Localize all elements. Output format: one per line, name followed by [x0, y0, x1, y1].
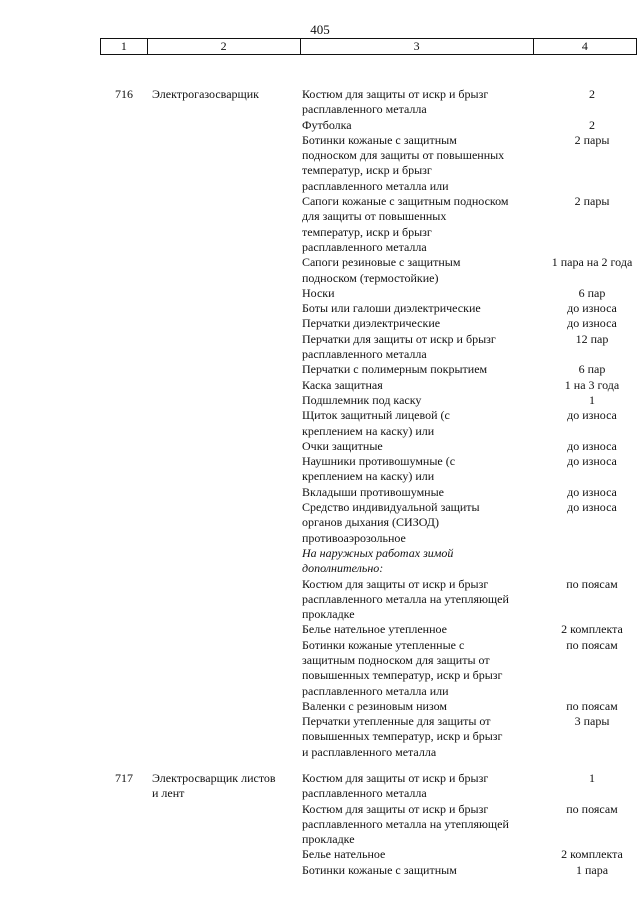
- entry-items-list: [302, 87, 640, 760]
- item-norm: 2 пары: [574, 132, 610, 147]
- list-item: [302, 301, 640, 316]
- item-name: Костюм для защиты от искр и брызг расплавленного металла на утепляющей прокладке: [302, 801, 509, 847]
- list-item: [302, 622, 640, 637]
- list-item: [302, 500, 640, 546]
- item-name: Щиток защитный лицевой (с креплением на каску) или: [302, 408, 450, 438]
- list-item: [302, 286, 640, 301]
- list-item: [302, 699, 640, 714]
- list-item: [302, 332, 640, 363]
- list-item: [302, 439, 640, 454]
- column-header-2: 2: [147, 39, 300, 54]
- item-name: Сапоги кожаные с защитным подноском для защиты от повышенных температур, искр и брызг расплавленного металла: [302, 194, 509, 254]
- list-item: [302, 133, 640, 194]
- list-item: [302, 638, 640, 699]
- item-norm: по поясам: [566, 637, 618, 652]
- item-norm: 3 пары: [574, 714, 610, 729]
- list-item: [302, 847, 640, 862]
- list-item: [302, 393, 640, 408]
- item-norm: до износа: [567, 500, 617, 515]
- item-name: Сапоги резиновые с защитным подноском (термостойкие): [302, 255, 461, 285]
- item-name: Очки защитные: [302, 438, 383, 453]
- entry-number: 716: [115, 87, 133, 101]
- item-name: Наушники противошумные (с креплением на каску) или: [302, 454, 456, 484]
- item-norm: до износа: [567, 454, 617, 469]
- list-item: [302, 485, 640, 500]
- item-name: Каска защитная: [302, 377, 383, 392]
- item-norm: 2 комплекта: [561, 622, 623, 637]
- item-norm: до износа: [567, 301, 617, 316]
- column-header-3: 3: [300, 39, 533, 54]
- item-norm: 2: [589, 87, 595, 101]
- item-norm: 12 пар: [575, 331, 609, 346]
- list-item: [302, 454, 640, 485]
- item-norm: 2 комплекта: [561, 847, 623, 862]
- section-note: На наружных работах зимой дополнительно:: [302, 545, 454, 576]
- item-norm: 1: [589, 392, 595, 407]
- list-item: [302, 546, 640, 577]
- item-name: Ботинки кожаные с защитным: [302, 862, 457, 877]
- item-name: Перчатки с полимерным покрытием: [302, 362, 488, 377]
- list-item: [302, 255, 640, 286]
- item-name: Перчатки диэлектрические: [302, 316, 441, 331]
- item-norm: по поясам: [566, 576, 618, 591]
- item-norm: 6 пар: [578, 285, 606, 300]
- item-norm: 1 на 3 года: [564, 377, 620, 392]
- item-norm: по поясам: [566, 698, 618, 713]
- item-name: Вкладыши противошумные: [302, 484, 444, 499]
- list-item: [302, 802, 640, 848]
- item-name: Подшлемник под каску: [302, 392, 422, 407]
- item-norm: 6 пар: [578, 362, 606, 377]
- item-norm: до износа: [567, 484, 617, 499]
- list-item: [302, 87, 640, 118]
- list-item: [302, 316, 640, 331]
- item-name: Костюм для защиты от искр и брызг расплавленного металла на утепляющей прокладке: [302, 576, 509, 622]
- column-header-4: 4: [533, 39, 637, 54]
- column-header-row: [100, 38, 637, 55]
- item-name: Средство индивидуальной защиты органов дыхания (СИЗОД) противоаэрозольное: [302, 500, 480, 545]
- item-name: Перчатки утепленные для защиты от повышенных температур, искр и брызг и расплавленного металла: [302, 714, 503, 759]
- list-item: [302, 118, 640, 133]
- item-norm: 1 пара: [575, 862, 609, 877]
- item-name: Валенки с резиновым низом: [302, 698, 448, 713]
- item-name: Костюм для защиты от искр и брызг расплавленного металла: [302, 87, 489, 117]
- column-header-1: 1: [100, 39, 147, 54]
- item-norm: 2: [589, 117, 595, 132]
- item-norm: по поясам: [566, 801, 618, 816]
- list-item: [302, 863, 640, 878]
- list-item: [302, 771, 640, 802]
- item-name: Костюм для защиты от искр и брызг расплавленного металла: [302, 771, 489, 801]
- item-norm: 1 пара на 2 года: [551, 255, 633, 270]
- item-name: Носки: [302, 285, 335, 300]
- item-norm: до износа: [567, 408, 617, 423]
- item-name: Белье нательное: [302, 847, 386, 862]
- item-norm: 2 пары: [574, 194, 610, 209]
- page-number: 405: [310, 22, 330, 37]
- item-norm: 1: [589, 771, 595, 785]
- list-item: [302, 714, 640, 760]
- item-norm: до износа: [567, 316, 617, 331]
- item-name: Ботинки кожаные с защитным подноском для защиты от повышенных температур, искр и брызг расплавленного металла или: [302, 132, 505, 193]
- item-name: Ботинки кожаные утепленные с защитным подноском для защиты от повышенных температур, искр и брызг расплавленного металла или: [302, 637, 503, 698]
- list-item: [302, 362, 640, 377]
- item-name: Футболка: [302, 117, 352, 132]
- list-item: [302, 378, 640, 393]
- list-item: [302, 577, 640, 623]
- item-name: Боты или галоши диэлектрические: [302, 301, 481, 316]
- list-item: [302, 408, 640, 439]
- entry-profession: Электрогазосварщик: [152, 87, 260, 101]
- list-item: [302, 194, 640, 255]
- item-name: Перчатки для защиты от искр и брызг расплавленного металла: [302, 331, 496, 362]
- item-name: Белье нательное утепленное: [302, 622, 447, 637]
- entry-profession: Электросварщик листов и лент: [152, 771, 276, 801]
- item-norm: до износа: [567, 438, 617, 453]
- entry-number: 717: [115, 771, 133, 785]
- entry-items-list: [302, 771, 640, 878]
